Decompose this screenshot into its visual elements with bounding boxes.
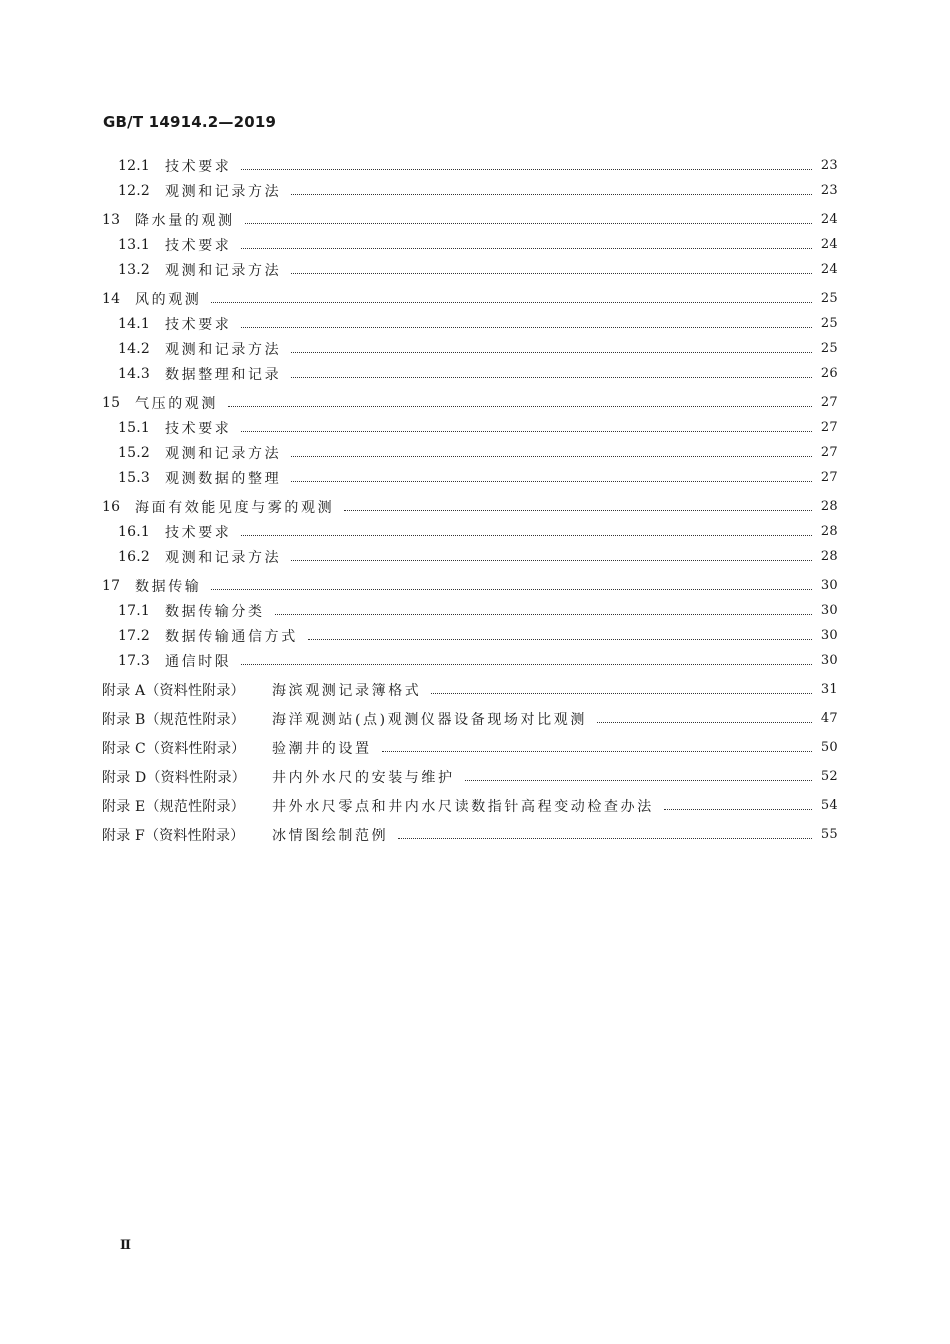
toc-entry-page: 31 <box>820 682 838 697</box>
toc-entry-page: 23 <box>820 158 838 173</box>
toc-entry-number: 12.2 <box>118 182 150 199</box>
toc-entry-title: 冰情图绘制范例 <box>272 827 389 844</box>
toc-leader-dots <box>241 168 812 170</box>
toc-entry-page: 30 <box>820 653 838 668</box>
toc-leader-dots <box>291 376 812 378</box>
toc-entry[interactable] <box>102 573 838 598</box>
toc-entry-page: 27 <box>820 445 838 460</box>
toc-entry-number: 13 <box>102 211 121 228</box>
table-of-contents <box>102 153 838 847</box>
toc-entry[interactable] <box>102 465 838 490</box>
toc-appendix-entry[interactable] <box>102 677 838 702</box>
toc-leader-dots <box>431 692 812 694</box>
toc-entry-number: 14.3 <box>118 365 150 382</box>
page-number: Ⅱ <box>120 1238 131 1253</box>
toc-entry-number: 17.2 <box>118 627 150 644</box>
toc-entry-page: 27 <box>820 420 838 435</box>
toc-entry-page: 27 <box>820 470 838 485</box>
toc-leader-dots <box>344 509 812 511</box>
toc-appendix-entry[interactable] <box>102 764 838 789</box>
toc-entry-title: 海洋观测站(点)观测仪器设备现场对比观测 <box>272 711 587 728</box>
toc-entry-page: 26 <box>820 366 838 381</box>
toc-entry-page: 30 <box>820 603 838 618</box>
toc-entry[interactable] <box>102 361 838 386</box>
toc-leader-dots <box>241 430 812 432</box>
toc-leader-dots <box>308 638 812 640</box>
toc-entry[interactable] <box>102 257 838 282</box>
toc-entry-number: 15.1 <box>118 419 150 436</box>
toc-leader-dots <box>291 351 812 353</box>
toc-appendix-label: 附录 D（资料性附录） <box>102 769 246 786</box>
toc-entry-title: 观测和记录方法 <box>165 445 282 462</box>
toc-entry-title: 观测和记录方法 <box>165 183 282 200</box>
toc-entry-page: 25 <box>820 291 838 306</box>
toc-leader-dots <box>245 222 812 224</box>
toc-appendix-entry[interactable] <box>102 822 838 847</box>
toc-entry[interactable] <box>102 336 838 361</box>
toc-entry[interactable] <box>102 286 838 311</box>
toc-entry-title: 海滨观测记录簿格式 <box>272 682 422 699</box>
toc-leader-dots <box>291 272 812 274</box>
toc-entry-title: 验潮井的设置 <box>272 740 372 757</box>
toc-appendix-label: 附录 A（资料性附录） <box>102 682 245 699</box>
toc-entry[interactable] <box>102 207 838 232</box>
toc-entry[interactable] <box>102 311 838 336</box>
toc-entry-title: 技术要求 <box>165 237 232 254</box>
toc-entry-page: 50 <box>820 740 838 755</box>
toc-entry-title: 数据整理和记录 <box>165 366 282 383</box>
toc-entry-title: 通信时限 <box>165 653 232 670</box>
toc-appendix-label: 附录 E（规范性附录） <box>102 798 245 815</box>
toc-entry-title: 技术要求 <box>165 316 232 333</box>
toc-leader-dots <box>211 301 812 303</box>
toc-entry-number: 17.3 <box>118 652 150 669</box>
toc-entry-title: 井外水尺零点和井内水尺读数指针高程变动检查办法 <box>272 798 654 815</box>
toc-entry-number: 13.1 <box>118 236 150 253</box>
toc-entry-page: 25 <box>820 341 838 356</box>
toc-entry-number: 16.2 <box>118 548 150 565</box>
toc-entry-title: 风的观测 <box>135 291 202 308</box>
toc-entry[interactable] <box>102 178 838 203</box>
toc-appendix-label: 附录 F（资料性附录） <box>102 827 245 844</box>
toc-leader-dots <box>291 480 812 482</box>
toc-leader-dots <box>664 808 812 810</box>
toc-entry[interactable] <box>102 544 838 569</box>
toc-entry[interactable] <box>102 648 838 673</box>
toc-leader-dots <box>241 663 812 665</box>
toc-entry-page: 24 <box>820 237 838 252</box>
toc-entry[interactable] <box>102 153 838 178</box>
toc-entry-title: 技术要求 <box>165 158 232 175</box>
toc-entry-page: 54 <box>820 798 838 813</box>
toc-entry[interactable] <box>102 440 838 465</box>
toc-leader-dots <box>291 455 812 457</box>
toc-entry-title: 数据传输通信方式 <box>165 628 298 645</box>
toc-appendix-label: 附录 B（规范性附录） <box>102 711 245 728</box>
toc-leader-dots <box>465 779 812 781</box>
toc-entry-title: 气压的观测 <box>135 395 218 412</box>
toc-entry-page: 24 <box>820 262 838 277</box>
toc-appendix-label: 附录 C（资料性附录） <box>102 740 246 757</box>
toc-leader-dots <box>382 750 812 752</box>
toc-entry-page: 47 <box>820 711 838 726</box>
toc-leader-dots <box>241 247 812 249</box>
toc-entry-page: 30 <box>820 628 838 643</box>
toc-entry-number: 16 <box>102 498 121 515</box>
toc-entry-title: 降水量的观测 <box>135 212 235 229</box>
toc-entry-number: 15.2 <box>118 444 150 461</box>
toc-entry[interactable] <box>102 494 838 519</box>
toc-appendix-entry[interactable] <box>102 793 838 818</box>
toc-entry-page: 52 <box>820 769 838 784</box>
toc-entry-page: 28 <box>820 499 838 514</box>
toc-entry-page: 25 <box>820 316 838 331</box>
toc-entry-number: 14 <box>102 290 121 307</box>
toc-entry-page: 23 <box>820 183 838 198</box>
toc-entry-title: 观测和记录方法 <box>165 262 282 279</box>
toc-entry-page: 30 <box>820 578 838 593</box>
toc-entry-title: 海面有效能见度与雾的观测 <box>135 499 335 516</box>
toc-entry-number: 17.1 <box>118 602 150 619</box>
toc-entry-number: 13.2 <box>118 261 150 278</box>
toc-entry-title: 数据传输分类 <box>165 603 265 620</box>
toc-entry[interactable] <box>102 390 838 415</box>
toc-appendix-entry[interactable] <box>102 735 838 760</box>
toc-leader-dots <box>291 193 812 195</box>
toc-entry-title: 技术要求 <box>165 524 232 541</box>
toc-leader-dots <box>241 326 812 328</box>
toc-entry-number: 12.1 <box>118 157 150 174</box>
toc-entry-number: 15.3 <box>118 469 150 486</box>
toc-entry-title: 井内外水尺的安装与维护 <box>272 769 455 786</box>
toc-leader-dots <box>398 837 812 839</box>
toc-entry[interactable] <box>102 415 838 440</box>
toc-entry-page: 28 <box>820 524 838 539</box>
toc-leader-dots <box>211 588 812 590</box>
toc-entry-number: 14.1 <box>118 315 150 332</box>
toc-entry-number: 17 <box>102 577 121 594</box>
toc-entry-page: 24 <box>820 212 838 227</box>
toc-entry-number: 15 <box>102 394 121 411</box>
toc-entry-title: 观测数据的整理 <box>165 470 282 487</box>
toc-entry[interactable] <box>102 623 838 648</box>
toc-leader-dots <box>597 721 812 723</box>
toc-entry-title: 观测和记录方法 <box>165 549 282 566</box>
standard-number: GB/T 14914.2—2019 <box>103 113 277 131</box>
toc-leader-dots <box>291 559 812 561</box>
toc-entry-number: 14.2 <box>118 340 150 357</box>
toc-entry[interactable] <box>102 232 838 257</box>
toc-entry[interactable] <box>102 598 838 623</box>
toc-leader-dots <box>241 534 812 536</box>
toc-entry[interactable] <box>102 519 838 544</box>
toc-entry-title: 技术要求 <box>165 420 232 437</box>
toc-entry-number: 16.1 <box>118 523 150 540</box>
toc-entry-page: 28 <box>820 549 838 564</box>
toc-entry-page: 55 <box>820 827 838 842</box>
toc-entry-title: 数据传输 <box>135 578 202 595</box>
toc-appendix-entry[interactable] <box>102 706 838 731</box>
toc-leader-dots <box>275 613 812 615</box>
toc-entry-title: 观测和记录方法 <box>165 341 282 358</box>
toc-leader-dots <box>228 405 812 407</box>
toc-entry-page: 27 <box>820 395 838 410</box>
